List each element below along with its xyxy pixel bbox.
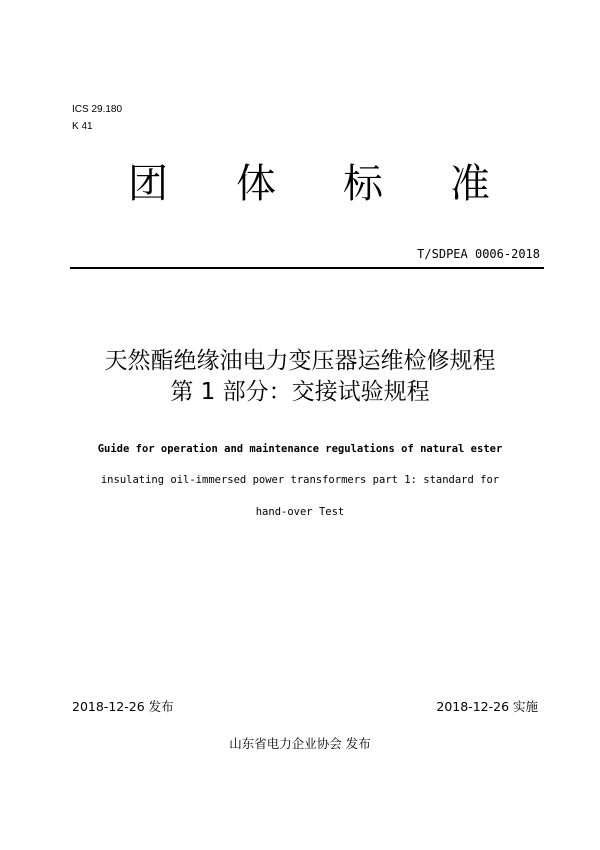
title-en-line2: insulating oil-immersed power transformers part 1: standard for [100, 474, 500, 486]
category-char: 体 [236, 161, 276, 207]
category-char: 标 [343, 161, 383, 207]
issuer: 山东省电力企业协会 发布 [229, 736, 371, 751]
issue-date: 2018-12-26 发布 [72, 699, 174, 714]
ics-code: ICS 29.180 [72, 104, 123, 115]
title-en-line3: hand-over Test [255, 506, 345, 518]
implement-date: 2018-12-26 实施 [436, 699, 538, 714]
standard-code: T/SDPEA 0006-2018 [417, 247, 540, 261]
ccs-code: K 41 [72, 121, 93, 132]
category-char: 团 [128, 161, 168, 207]
category-char: 准 [450, 161, 490, 207]
title-zh-line1: 天然酯绝缘油电力变压器运维检修规程 [104, 348, 496, 374]
title-zh-line2: 第 1 部分：交接试验规程 [170, 379, 430, 405]
title-en-line1: Guide for operation and maintenance regulations of natural ester [97, 443, 503, 455]
divider [70, 267, 544, 269]
